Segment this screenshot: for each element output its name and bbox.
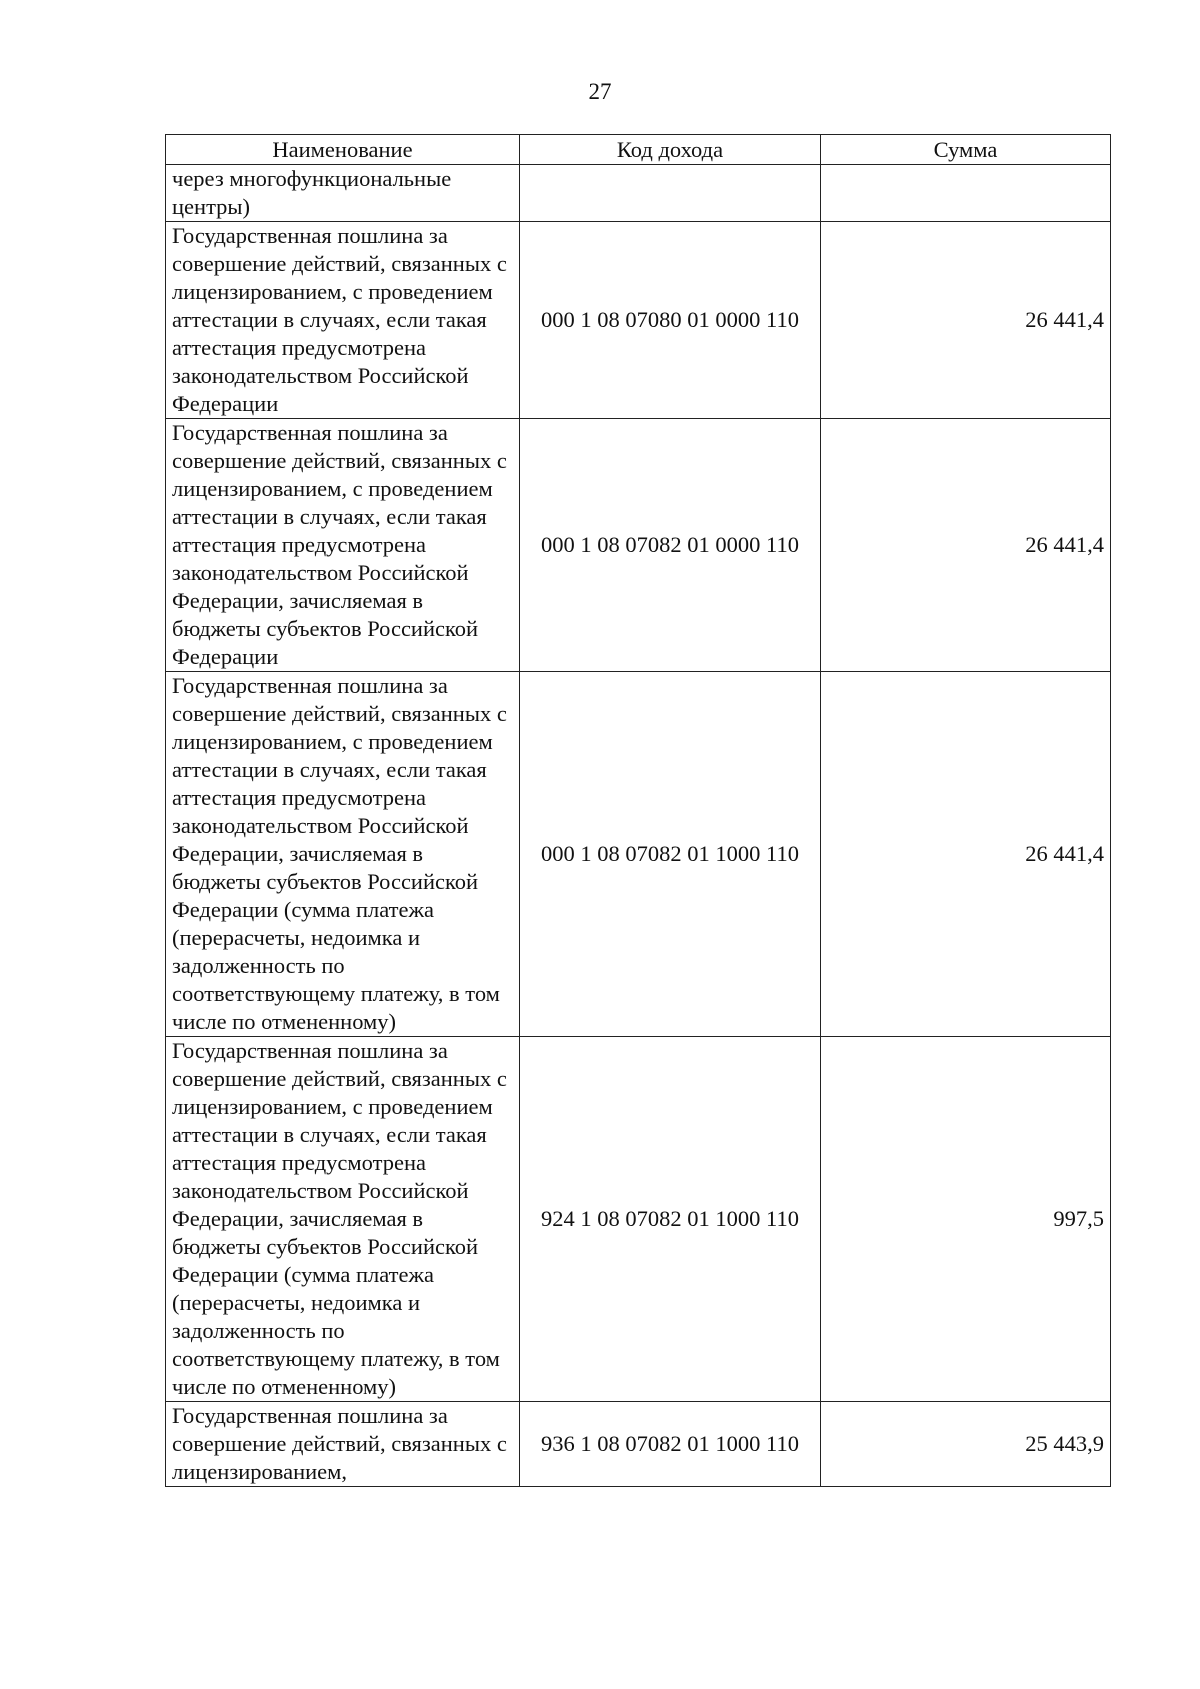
row-sum: 26 441,4: [821, 419, 1111, 672]
row-sum: 25 443,9: [821, 1402, 1111, 1487]
row-sum: [821, 165, 1111, 222]
column-header-name: Наименование: [166, 135, 520, 165]
row-code: 936 1 08 07082 01 1000 110: [520, 1402, 821, 1487]
page-number: 27: [588, 79, 612, 104]
table-row: [166, 672, 1111, 1037]
table-row: [166, 222, 1111, 419]
row-name: Государственная пошлина за совершение действий, связанных с лицензированием, с проведением аттестации в случаях, если такая аттестация предусмотрена законодательством Российской Федерации: [166, 222, 520, 419]
row-name: Государственная пошлина за совершение действий, связанных с лицензированием, с проведением аттестации в случаях, если такая аттестация предусмотрена законодательством Российской Федерации, зачисляемая в бюджеты субъектов Российской Федерации (сумма платежа (перерасчеты, недоимка и задолженность по соответствующему платежу, в том числе по отмененному): [166, 672, 520, 1037]
table-row: [166, 1402, 1111, 1487]
row-code: 000 1 08 07080 01 0000 110: [520, 222, 821, 419]
row-code: 000 1 08 07082 01 1000 110: [520, 672, 821, 1037]
table-header-row: [166, 135, 1111, 165]
table-row: [166, 1037, 1111, 1402]
row-name: через многофункциональные центры): [166, 165, 520, 222]
row-name: Государственная пошлина за совершение действий, связанных с лицензированием, с проведением аттестации в случаях, если такая аттестация предусмотрена законодательством Российской Федерации, зачисляемая в бюджеты субъектов Российской Федерации: [166, 419, 520, 672]
table-row: [166, 419, 1111, 672]
column-header-sum: Сумма: [821, 135, 1111, 165]
row-sum: 26 441,4: [821, 222, 1111, 419]
table-row: [166, 165, 1111, 222]
row-sum: 997,5: [821, 1037, 1111, 1402]
row-code: 000 1 08 07082 01 0000 110: [520, 419, 821, 672]
row-sum: 26 441,4: [821, 672, 1111, 1037]
column-header-code: Код дохода: [520, 135, 821, 165]
row-name: Государственная пошлина за совершение действий, связанных с лицензированием, с проведением аттестации в случаях, если такая аттестация предусмотрена законодательством Российской Федерации, зачисляемая в бюджеты субъектов Российской Федерации (сумма платежа (перерасчеты, недоимка и задолженность по соответствующему платежу, в том числе по отмененному): [166, 1037, 520, 1402]
revenue-table: [165, 134, 1111, 1487]
row-code: [520, 165, 821, 222]
row-code: 924 1 08 07082 01 1000 110: [520, 1037, 821, 1402]
row-name: Государственная пошлина за совершение действий, связанных с лицензированием,: [166, 1402, 520, 1487]
